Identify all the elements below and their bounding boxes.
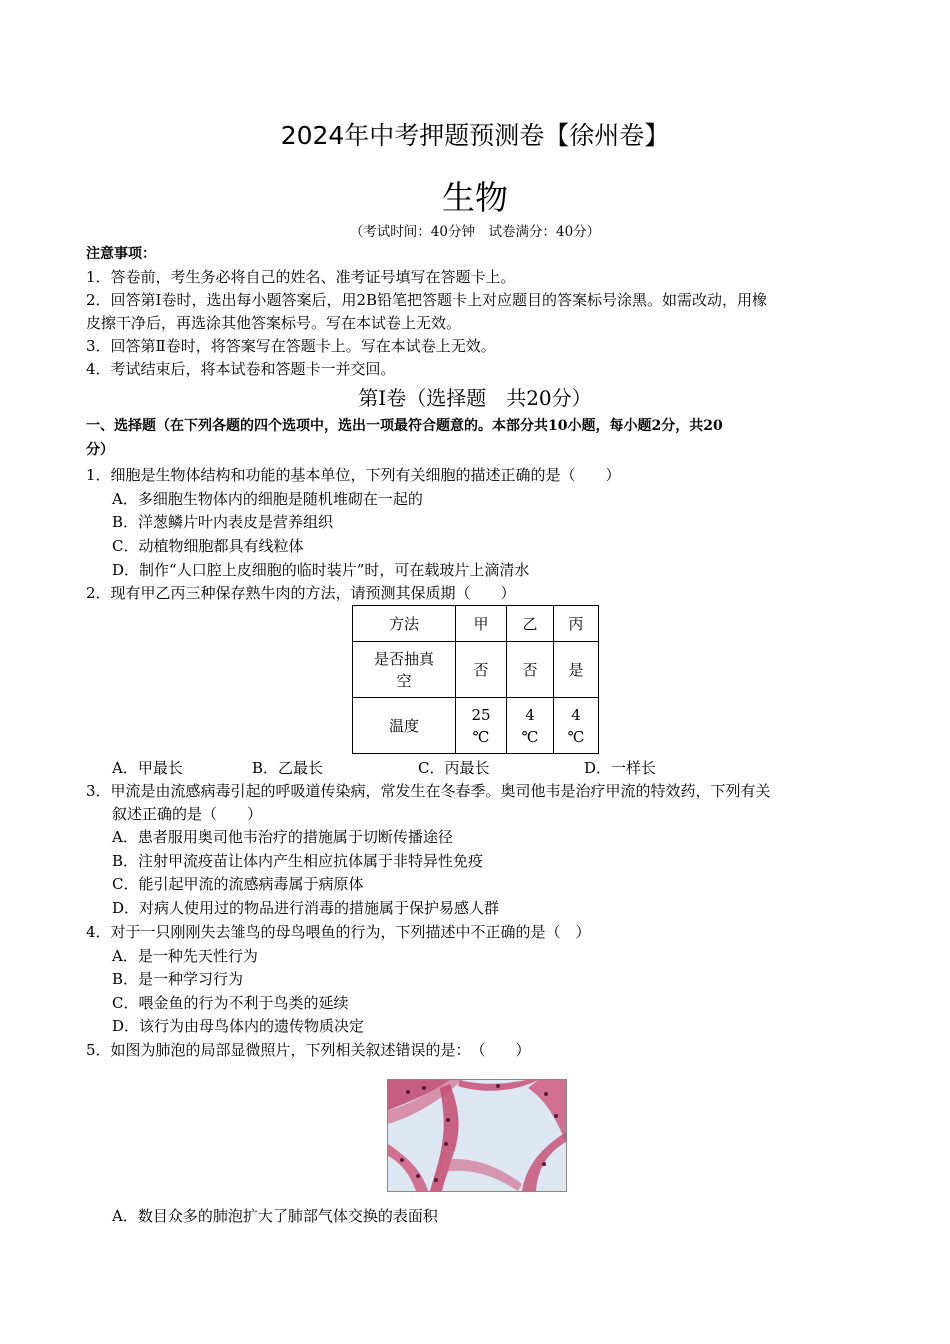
- answer-option: A．甲最长: [112, 759, 183, 777]
- temperature-unit: ℃: [521, 727, 539, 746]
- preservation-table: [352, 605, 599, 754]
- note-item: 3．回答第Ⅱ卷时，将答案写在答题卡上。写在本试卷上无效。: [86, 337, 496, 355]
- table-row-label-line: 是否抽真: [373, 649, 434, 668]
- note-item: 2．回答第Ⅰ卷时，选出每小题答案后，用2B铅笔把答题卡上对应题目的答案标号涂黑。如需改动，用橡: [86, 291, 768, 309]
- question-stem: 2．现有甲乙丙三种保存熟牛肉的方法，请预测其保质期（ ）: [86, 584, 516, 602]
- alveoli-micrograph: [387, 1079, 567, 1192]
- exam-info: （考试时间：40分钟 试卷满分：40分）: [349, 224, 601, 240]
- table-row-label: [353, 642, 456, 698]
- table-cell: 是: [554, 642, 599, 698]
- note-item: 4．考试结束后，将本试卷和答题卡一并交回。: [86, 360, 396, 378]
- answer-option: B．乙最长: [252, 759, 324, 777]
- note-item: 皮擦干净后，再选涂其他答案标号。写在本试卷上无效。: [86, 314, 462, 332]
- answer-option: A．患者服用奥司他韦治疗的措施属于切断传播途径: [112, 828, 453, 846]
- answer-option: C．喂金鱼的行为不利于鸟类的延续: [112, 994, 349, 1012]
- answer-option: A．数目众多的肺泡扩大了肺部气体交换的表面积: [112, 1207, 438, 1225]
- answer-option: C．动植物细胞都具有线粒体: [112, 537, 304, 555]
- question-stem: 4．对于一只刚刚失去雏鸟的母鸟喂鱼的行为，下列描述中不正确的是（ ）: [86, 923, 591, 941]
- temperature-value: 4: [571, 705, 581, 724]
- temperature-value: 4: [525, 705, 535, 724]
- table-cell: [507, 698, 554, 754]
- section-description: 一、选择题（在下列各题的四个选项中，选出一项最符合题意的。本部分共10小题，每小题2分，共20: [86, 418, 723, 434]
- table-cell: 否: [507, 642, 554, 698]
- notes-heading: 注意事项：: [86, 246, 156, 262]
- answer-option: B．注射甲流疫苗让体内产生相应抗体属于非特异性免疫: [112, 852, 484, 870]
- answer-option: D．制作“人口腔上皮细胞的临时装片”时，可在载玻片上滴清水: [112, 561, 530, 579]
- section-description: 分）: [86, 442, 114, 458]
- table-cell: 否: [456, 642, 507, 698]
- table-header-cell: 甲: [456, 606, 507, 642]
- question-stem: 1．细胞是生物体结构和功能的基本单位，下列有关细胞的描述正确的是（ ）: [86, 466, 621, 484]
- table-header-cell: 方法: [353, 606, 456, 642]
- answer-option: B．洋葱鳞片叶内表皮是营养组织: [112, 513, 334, 531]
- table-header-cell: 乙: [507, 606, 554, 642]
- subject-title: 生物: [442, 178, 508, 217]
- answer-option: D．一样长: [584, 759, 657, 777]
- temperature-unit: ℃: [567, 727, 585, 746]
- question-stem: 叙述正确的是（ ）: [112, 805, 263, 823]
- answer-option: C．丙最长: [418, 759, 490, 777]
- answer-option: C．能引起甲流的流感病毒属于病原体: [112, 875, 364, 893]
- question-stem: 5．如图为肺泡的局部显微照片，下列相关叙述错误的是： （ ）: [86, 1041, 531, 1059]
- answer-option: A．多细胞生物体内的细胞是随机堆砌在一起的: [112, 490, 423, 508]
- exam-title: 2024年中考押题预测卷【徐州卷】: [280, 121, 670, 150]
- note-item: 1．答卷前，考生务必将自己的姓名、准考证号填写在答题卡上。: [86, 268, 516, 286]
- question-stem: 3．甲流是由流感病毒引起的呼吸道传染病，常发生在冬春季。奥司他韦是治疗甲流的特效药，下列有关: [86, 782, 771, 800]
- table-cell: [456, 698, 507, 754]
- answer-option: D．对病人使用过的物品进行消毒的措施属于保护易感人群: [112, 899, 500, 917]
- alveoli-micrograph-drawing: [388, 1080, 566, 1191]
- table-header-cell: 丙: [554, 606, 599, 642]
- answer-option: D．该行为由母鸟体内的遗传物质决定: [112, 1017, 365, 1035]
- table-cell: [554, 698, 599, 754]
- answer-option: B．是一种学习行为: [112, 970, 244, 988]
- table-row-label: 温度: [353, 698, 456, 754]
- table-row-label-line: 空: [396, 671, 412, 690]
- section-title: 第Ⅰ卷（选择题 共20分）: [358, 386, 592, 410]
- temperature-value: 25: [471, 705, 491, 724]
- temperature-unit: ℃: [472, 727, 490, 746]
- answer-option: A．是一种先天性行为: [112, 947, 258, 965]
